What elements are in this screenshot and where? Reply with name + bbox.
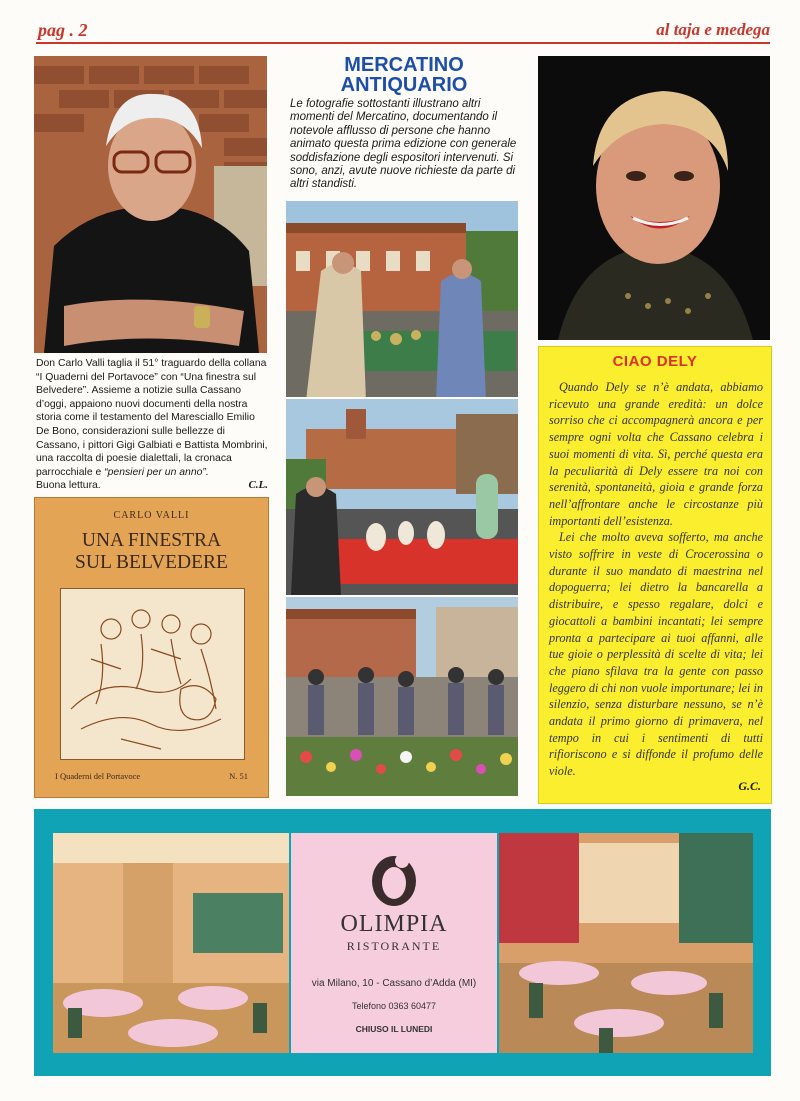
page-number: pag . 2 [38, 20, 88, 40]
dely-portrait-photo [538, 56, 770, 340]
restaurant-name: OLIMPIA [340, 911, 448, 937]
market-heading [290, 55, 518, 95]
portrait-photo [34, 56, 267, 353]
caption-italic: “pensieri per un anno”. [104, 466, 209, 478]
book-title-line1: UNA FINESTRA [81, 530, 222, 551]
restaurant-subtitle: RISTORANTE [346, 939, 442, 953]
market-heading-line1: MERCATINO [344, 54, 464, 76]
market-heading-line2: ANTIQUARIO [340, 74, 468, 96]
restaurant-address: via Milano, 10 - Cassano d’Adda (MI) [311, 978, 477, 989]
caption-end: Buona lettura. [36, 480, 101, 492]
market-intro: Le fotografie sottostanti illustrano altri momenti del Mercatino, documentando il notevole afflusso di persone che hanno animato questa prima edizione con generale soddisfazione degli espositori intervenuti. Si sono, anzi, avute nuove richieste da parte di altri standisti. [290, 98, 517, 191]
header-rule [36, 42, 770, 44]
restaurant-photo-left [53, 833, 289, 1053]
ciao-dely-title: CIAO DELY [612, 353, 698, 370]
publication-title: al taja e medega [656, 20, 770, 39]
book-author: CARLO VALLI [113, 510, 190, 521]
portrait-caption [36, 357, 268, 493]
book-illustration [60, 588, 245, 760]
restaurant-phone: Telefono 0363 60477 [351, 1001, 437, 1011]
olimpia-ad [34, 809, 771, 1076]
ciao-dely-text [549, 379, 763, 780]
market-photo-1 [286, 201, 518, 397]
caption-text: Don Carlo Valli taglia il 51° traguardo della collana “I Quaderni del Portavoce” con “Una finestra sul Belvedere”. Assieme a notizie sulla Cassano d’oggi, appaiono nuovi documenti della nostra storia come il testamento del Maresciallo Emilio De Bono, considerazioni sulle bellezze di Cassano, i pittori Gigi Galbiati e Battista Mombrini, una raccolta di poesie dialettali, la cronaca parrocchiale e [36, 358, 268, 478]
caption-signature: C.L. [248, 479, 268, 492]
ciao-dely-paragraph-1: Quando Dely se n’è andata, abbiamo ricevuto una grande eredità: un dolce sorriso che ci accompagnerà ancora e per sempre ogni volta che Cassano celebra i suoi momenti di vita. Sì, perché questa era la peculiarità di Dely essere tra noi con serenità, spontaneità, gioia e grande forza nell’affrontare anche le circostanze più importanti dell’esistenza. [549, 380, 763, 528]
book-number: N. 51 [229, 771, 248, 781]
book-title-line2: SUL BELVEDERE [75, 552, 228, 573]
book-cover [34, 497, 269, 798]
book-series: I Quaderni del Portavoce [55, 771, 141, 781]
restaurant-closed-day: CHIUSO IL LUNEDI [355, 1024, 433, 1034]
restaurant-photo-right [499, 833, 753, 1053]
ciao-dely-box [538, 346, 772, 804]
ciao-dely-paragraph-2: Lei che molto aveva sofferto, ma anche visto soffrire in veste di Crocerossina o durante il suo mandato di maestrina nel dopoguerra; lei dietro la bancarella a distribuire, e spesso regalare, dolci e giocattoli a bambini incantati; lei sempre pronta a partecipare ai tuoi affanni, alle tue gioie o perplessità di scelte di vita; lei che piano sfilava tra la gente con passo leggero di chi non vuole importunare; lei in silenzio, senza disturbare nessuno, se n’è andata il primo giorno di primavera, nel tempo in cui i sentimenti di tutti rifioriscono e si diffonde il profumo delle viole. [549, 530, 763, 779]
olimpia-logo-icon [369, 851, 419, 907]
market-photo-3 [286, 597, 518, 796]
book-title [35, 530, 268, 574]
ciao-dely-signature: G.C. [738, 779, 761, 793]
market-photo-2 [286, 399, 518, 595]
olimpia-logo-panel [291, 833, 497, 1053]
